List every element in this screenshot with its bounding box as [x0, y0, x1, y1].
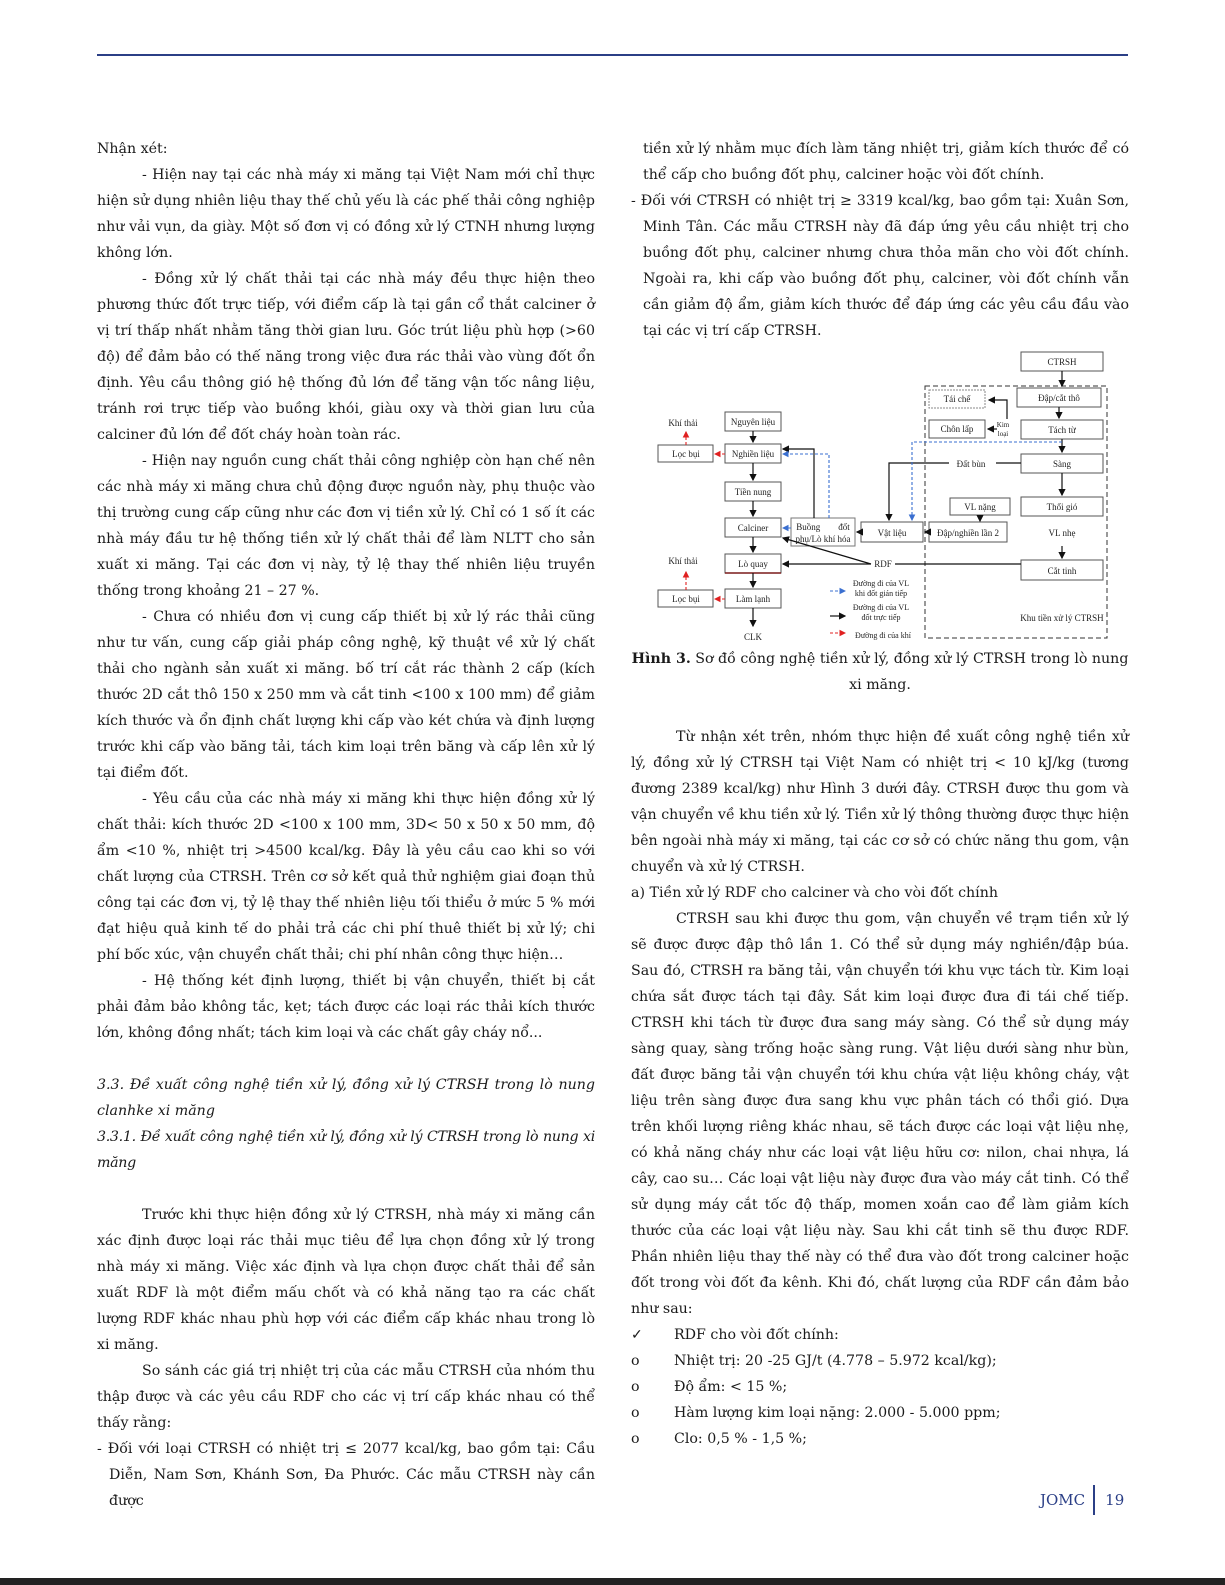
subsection-heading: 3.3.1. Đề xuất công nghệ tiền xử lý, đồng xử lý CTRSH trong lò nung xi măng: [97, 1129, 595, 1171]
node-vat-lieu: Vật liệu: [877, 528, 907, 538]
node-ctrsh: CTRSH: [1047, 357, 1077, 367]
node-dap-cat-tho: Đập/cắt thô: [1038, 393, 1080, 403]
paragraph-2: So sánh các giá trị nhiệt trị của các mẫu CTRSH của nhóm thu thập được và các yêu cầu RDF cho các vị trí cấp khác nhau có thể thấy rằng:: [97, 1363, 595, 1431]
legend-gas-line1: Đường đi của khí: [855, 631, 911, 640]
list-item: [631, 1322, 1129, 1348]
node-loc-bui-top: Lọc bụi: [672, 449, 700, 459]
check-icon: ✓: [631, 1327, 643, 1343]
circle-bullet-icon: o: [631, 1405, 640, 1421]
figure-caption: [631, 646, 1129, 698]
node-dap-nghien-2: Đập/nghiền lần 2: [937, 528, 999, 538]
list-item-text: Hàm lượng kim loại nặng: 2.000 - 5.000 ppm;: [674, 1405, 1001, 1421]
remark-1: - Hiện nay tại các nhà máy xi măng tại Việt Nam mới chỉ thực hiện sử dụng nhiên liệu thay thế chủ yếu là các phế thải công nghiệp như vải vụn, da giày. Một số đơn vị có đồng xử lý CTNH nhưng lượng không lớn.: [97, 167, 595, 261]
bullet-high-calorific: - Đối với CTRSH có nhiệt trị ≥ 3319 kcal/kg, bao gồm tại: Xuân Sơn, Minh Tân. Các mẫu CTRSH này đã đáp ứng yêu cầu nhiệt trị cho buồng đốt phụ, calciner nhưng chưa thỏa mãn cho vòi đốt chính. Ngoài ra, khi cấp vào buồng đốt phụ, calciner, vòi đốt chính vẫn cần giảm độ ẩm, giảm kích thước để đáp ứng các yêu cầu đầu vào tại các vị trí cấp CTRSH.: [631, 193, 1129, 339]
header-rule: [97, 54, 1128, 56]
left-column: [97, 136, 595, 1514]
label-kim: Kim: [996, 421, 1010, 429]
circle-bullet-icon: o: [631, 1431, 640, 1447]
figure-3-diagram: [631, 346, 1129, 646]
paragraph-1: Trước khi thực hiện đồng xử lý CTRSH, nhà máy xi măng cần xác định được loại rác thải mục tiêu để lựa chọn đồng xử lý trong nhà máy xi măng. Việc xác định và lựa chọn được chất thải để sản xuất RDF là một điểm mấu chốt và có khả năng tạo ra các chất lượng RDF khác nhau phù hợp với các điểm cấp khác nhau trong lò xi măng.: [97, 1207, 595, 1353]
journal-name: JOMC: [1040, 1491, 1086, 1509]
remark-6: - Hệ thống két định lượng, thiết bị vận chuyển, thiết bị cắt phải đảm bảo không tắc, kẹt; tách được các loại rác thải kích thước lớn, không đồng nhất; tách kim loại và các chất gây cháy nổ...: [97, 973, 595, 1041]
circle-bullet-icon: o: [631, 1379, 640, 1395]
right-column: [631, 136, 1129, 1452]
paragraph-intro: Từ nhận xét trên, nhóm thực hiện đề xuất công nghệ tiền xử lý, đồng xử lý CTRSH tại Việt Nam có nhiệt trị < 10 kJ/kg (tương đương 2389 kcal/kg) như Hình 3 dưới đây. CTRSH được thu gom và vận chuyển về khu tiền xử lý. Tiền xử lý thông thường được thực hiện bên ngoài nhà máy xi măng, tại các cơ sở có chức năng thu gom, vận chuyển và xử lý CTRSH.: [631, 729, 1129, 875]
label-loai: loại: [997, 430, 1009, 438]
list-item: [631, 1400, 1129, 1426]
bullet-low-calorific: - Đối với loại CTRSH có nhiệt trị ≤ 2077 kcal/kg, bao gồm tại: Cầu Diễn, Nam Sơn, Khánh Sơn, Đa Phước. Các mẫu CTRSH này cần được: [97, 1441, 595, 1509]
page-number: 19: [1105, 1491, 1125, 1509]
list-item-text: Độ ẩm: < 15 %;: [674, 1379, 788, 1395]
process-flow-diagram: [631, 346, 1129, 646]
page-bottom-edge: [0, 1578, 1225, 1585]
label-clk: CLK: [744, 632, 762, 642]
node-cat-tinh: Cắt tinh: [1047, 566, 1077, 576]
subheading-a: a) Tiền xử lý RDF cho calciner và cho vòi đốt chính: [631, 885, 998, 901]
remark-title: Nhận xét:: [97, 141, 168, 157]
paragraph-a: CTRSH sau khi được thu gom, vận chuyển về trạm tiền xử lý sẽ được được đập thô lần 1. Có thể sử dụng máy nghiền/đập búa. Sau đó, CTRSH ra băng tải, vận chuyển tới khu vực tách từ. Kim loại chứa sắt được tách tại đây. Sắt kim loại được đưa đi tái chế tiếp. CTRSH khi tách từ được đưa sang máy sàng. Có thể sử dụng máy sàng quay, sàng trống hoặc sàng rung. Vật liệu dưới sàng như bùn, đất được băng tải vận chuyển tới khu chứa vật liệu không cháy, vật liệu trên sàng được đưa sang khu vực phân tách có thổi gió. Dựa trên khối lượng riêng khác nhau, sẽ tách được các loại vật liệu nhẹ, có khả năng cháy như các loại vật liệu hữu cơ: nilon, chai nhựa, lá cây, cao su… Các loại vật liệu này được đưa vào máy cắt tinh. Có thể sử dụng máy cắt tốc độ thấp, momen xoắn cao để làm giảm kích thước của các loại vật liệu này. Sau khi cắt tinh sẽ thu được RDF. Phần nhiên liệu thay thế này có thể đưa vào đốt trong calciner hoặc đốt trong vòi đốt đa kênh. Khi đó, chất lượng của RDF cần đảm bảo như sau:: [631, 911, 1129, 1317]
list-item: [631, 1374, 1129, 1400]
caption-text: Sơ đồ công nghệ tiền xử lý, đồng xử lý CTRSH trong lò nung xi măng.: [690, 651, 1129, 693]
section-heading: 3.3. Đề xuất công nghệ tiền xử lý, đồng xử lý CTRSH trong lò nung clanhke xi măng: [97, 1077, 595, 1119]
legend-indirect-line1: Đường đi của VL: [852, 579, 910, 588]
list-item: [631, 1426, 1129, 1452]
node-nghien-lieu: Nghiền liệu: [731, 449, 775, 459]
remark-5: - Yêu cầu của các nhà máy xi măng khi thực hiện đồng xử lý chất thải: kích thước 2D <100 x 100 mm, 3D< 50 x 50 x 50 mm, độ ẩm <10 %, nhiệt trị >4500 kcal/kg. Đây là yêu cầu cao khi so với chất lượng của CTRSH. Trên cơ sở kết quả thử nghiệm giai đoạn thủ công tại các đơn vị, tỷ lệ thay thế nhiên liệu tối thiểu ở mức 5 % mới đạt hiệu quả kinh tế do phải trả các chi phí thuê thiết bị xử lý; chi phí bốc xúc, vận chuyển chất thải; chi phí nhân công thực hiện…: [97, 791, 595, 963]
list-item-text: RDF cho vòi đốt chính:: [674, 1327, 839, 1343]
list-item-text: Clo: 0,5 % - 1,5 %;: [674, 1431, 807, 1447]
list-item-text: Nhiệt trị: 20 -25 GJ/t (4.778 – 5.972 kcal/kg);: [674, 1353, 997, 1369]
remark-4: - Chưa có nhiều đơn vị cung cấp thiết bị xử lý rác thải cũng như tư vấn, cung cấp giải pháp công nghệ, kỹ thuật về xử lý chất thải cho ngành sản xuất xi măng. bố trí cắt rác thành 2 cấp (kích thước 2D cắt thô 150 x 250 mm và cắt tinh <100 x 100 mm) để giảm kích thước và ổn định chất lượng khi cấp vào két chứa và định lượng trước khi cấp vào băng tải, tách kim loại trên băng và cấp lên xử lý tại điểm đốt.: [97, 609, 595, 781]
legend-direct-line1: Đường đi của VL: [852, 603, 910, 612]
caption-label: Hình 3.: [631, 651, 691, 667]
node-lam-lanh: Làm lạnh: [735, 594, 771, 604]
label-khu-tien-xu-ly: Khu tiền xử lý CTRSH: [1020, 613, 1104, 623]
page-footer: [1040, 1485, 1124, 1515]
label-rdf: RDF: [874, 559, 892, 569]
bullet-low-continued: tiền xử lý nhằm mục đích làm tăng nhiệt trị, giảm kích thước để có thể cấp cho buồng đốt phụ, calciner hoặc vòi đốt chính.: [643, 141, 1129, 183]
node-tien-nung: Tiền nung: [734, 487, 772, 497]
node-vl-nang: VL nặng: [964, 502, 996, 512]
label-dat-bun: Đất bùn: [956, 459, 986, 469]
node-nguyen-lieu: Nguyên liệu: [730, 417, 776, 427]
list-item: [631, 1348, 1129, 1374]
remark-3: - Hiện nay nguồn cung chất thải công nghiệp còn hạn chế nên các nhà máy xi măng chưa chủ động được nguồn này, phụ thuộc vào thị trường cung cấp cũng như các đơn vị tiền xử lý. Chỉ có 1 số ít các nhà máy đầu tư hệ thống tiền xử lý chất thải để làm NLTT cho sản xuất xi măng. Tại các đơn vị này, tỷ lệ thay thế nhiên liệu truyền thống trong khoảng 21 – 27 %.: [97, 453, 595, 599]
remark-2: - Đồng xử lý chất thải tại các nhà máy đều thực hiện theo phương thức đốt trực tiếp, với điểm cấp là tại gần cổ thắt calciner ở vị trí thấp nhất nhằm tăng thời gian lưu. Góc trút liệu phù hợp (>60 độ) để đảm bảo có thế năng trong việc đưa rác thải vào vùng đốt ổn định. Yêu cầu thông gió hệ thống đủ lớn để tăng vận tốc nâng liệu, tránh rơi trực tiếp vào buồng khói, giàu oxy và thời gian lưu của calciner đủ lớn để đốt cháy hoàn toàn rác.: [97, 271, 595, 443]
label-khi-thai-top: Khí thải: [668, 418, 698, 428]
footer-divider: [1093, 1485, 1095, 1515]
node-tach-tu: Tách từ: [1048, 425, 1076, 435]
node-tai-che: Tái chế: [943, 394, 971, 404]
legend-direct-line2: đốt trực tiếp: [861, 613, 901, 622]
node-loc-bui-bottom: Lọc bụi: [672, 594, 700, 604]
node-thoi-gio: Thổi gió: [1046, 502, 1078, 512]
node-sang: Sàng: [1053, 459, 1071, 469]
label-vl-nhe: VL nhẹ: [1048, 528, 1076, 538]
circle-bullet-icon: o: [631, 1353, 640, 1369]
node-buong-dot-line2: phụ/Lò khí hóa: [795, 534, 851, 544]
node-calciner: Calciner: [737, 523, 769, 533]
label-khi-thai-bottom: Khí thải: [668, 556, 698, 566]
legend-indirect-line2: khi đốt gián tiếp: [854, 589, 908, 598]
node-lo-quay: Lò quay: [738, 559, 768, 569]
node-buong-dot-line1: Buồng đốt: [796, 522, 850, 532]
node-chon-lap: Chôn lấp: [940, 424, 974, 434]
